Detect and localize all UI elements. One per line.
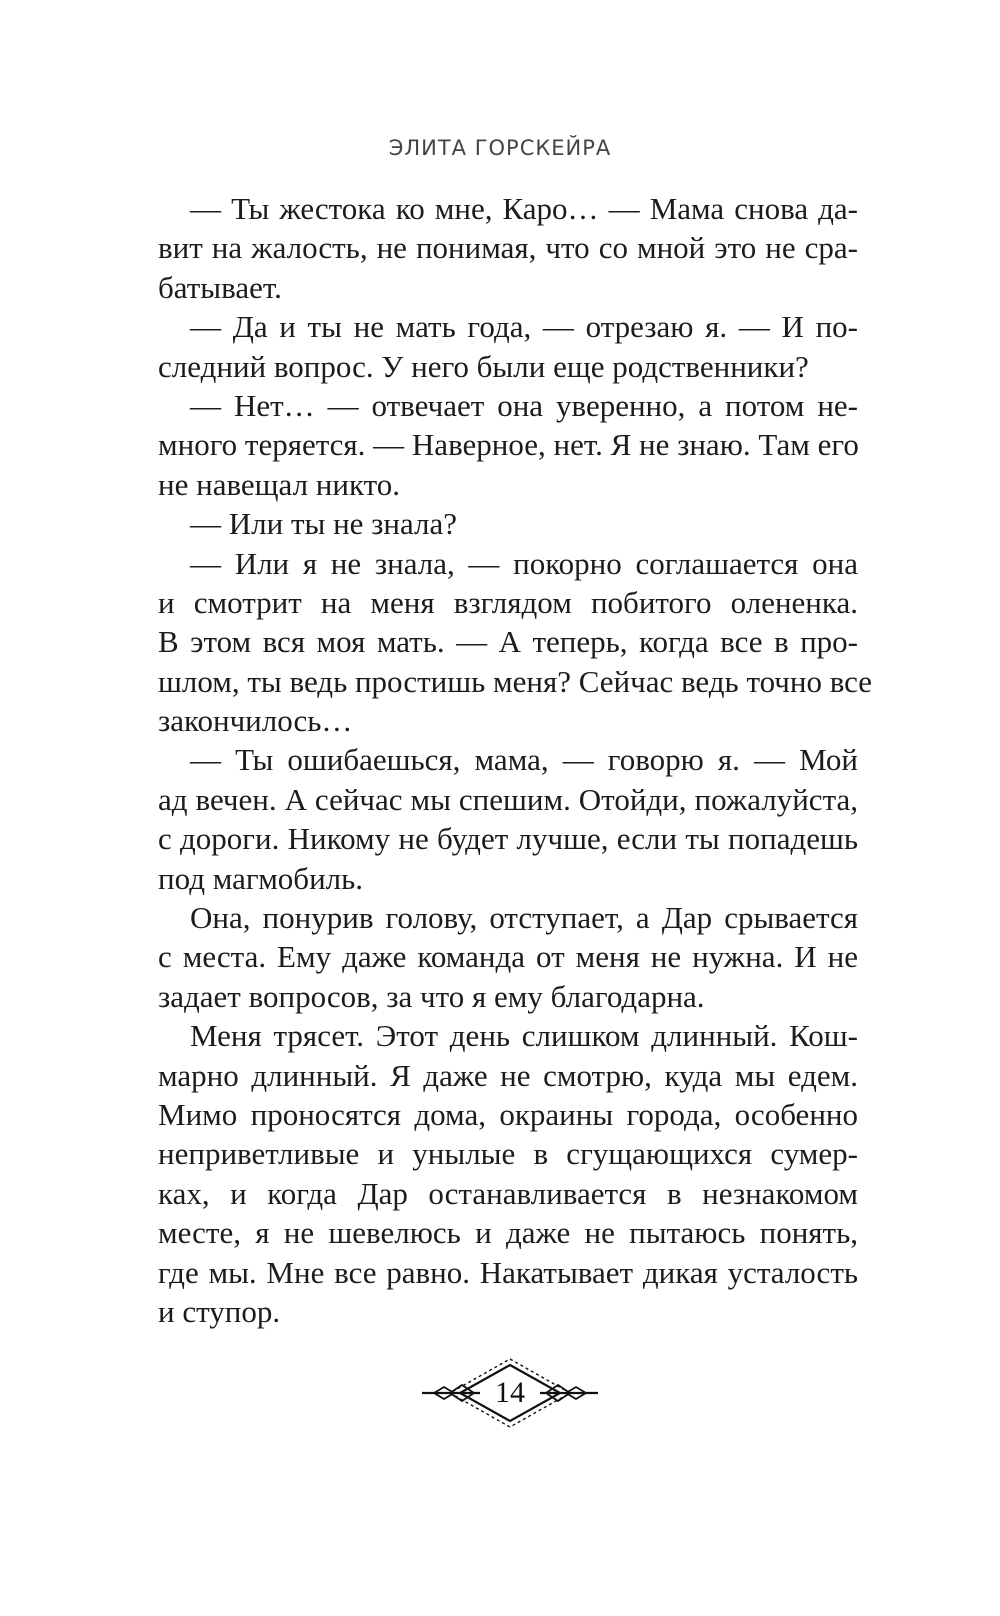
text-line: Она, понурив голову, отступает, а Дар срывается (190, 900, 858, 936)
text-line: — Ты жестока ко мне, Каро… — Мама снова да- (190, 191, 858, 226)
text-line: неприветливые и унылые в сгущающихся сумер- (158, 1136, 858, 1172)
page-number: 14 (495, 1376, 525, 1409)
text-line: с места. Ему даже команда от меня не нужна. И не (158, 939, 858, 975)
page-number-ornament (420, 1357, 600, 1429)
text-line: шлом, ты ведь простишь меня? Сейчас ведь точно все (158, 663, 873, 699)
text-line: много теряется. — Наверное, нет. Я не знаю. Там его (158, 427, 859, 463)
text-line: — Нет… — отвечает она уверенно, а потом не- (190, 387, 858, 423)
text-line: ках, и когда Дар останавливается в незнакомом (158, 1175, 858, 1211)
text-line: и смотрит на меня взглядом побитого олененка. (158, 584, 858, 620)
text-line: — Или ты не знала? (190, 506, 458, 542)
text-line: с дороги. Никому не будет лучше, если ты попадешь (158, 821, 858, 857)
text-line: задает вопросов, за что я ему благодарна. (158, 978, 705, 1014)
text-line: следний вопрос. У него были еще родственники? (158, 348, 809, 384)
text-line: марно длинный. Я даже не смотрю, куда мы едем. (158, 1057, 858, 1093)
text-line: В этом вся моя мать. — А теперь, когда все в про- (158, 624, 858, 660)
text-line: где мы. Мне все равно. Накатывает дикая усталость (158, 1254, 858, 1290)
text-line: вит на жалость, не понимая, что со мной это не сра- (158, 230, 858, 266)
text-line: Меня трясет. Этот день слишком длинный. Кош- (190, 1018, 858, 1054)
text-line: — Ты ошибаешься, мама, — говорю я. — Мой (190, 742, 858, 778)
text-line: и ступор. (158, 1293, 281, 1329)
text-line: ад вечен. А сейчас мы спешим. Отойди, пожалуйста, (158, 781, 858, 817)
text-line: месте, я не шевелюсь и даже не пытаюсь понять, (158, 1215, 858, 1251)
text-line: под магмобиль. (158, 860, 364, 896)
text-line: не навещал никто. (158, 466, 401, 502)
text-line: батывает. (158, 269, 282, 305)
text-line: — Да и ты не мать года, — отрезаю я. — И по- (190, 309, 858, 345)
text-line: Мимо проносятся дома, окраины города, особенно (158, 1096, 858, 1132)
running-head-title: ЭЛИТА ГОРСКЕЙРА (388, 136, 612, 160)
text-line: — Или я не знала, — покорно соглашается она (190, 545, 858, 581)
body-text (158, 189, 873, 1331)
text-line: закончилось… (158, 703, 353, 739)
